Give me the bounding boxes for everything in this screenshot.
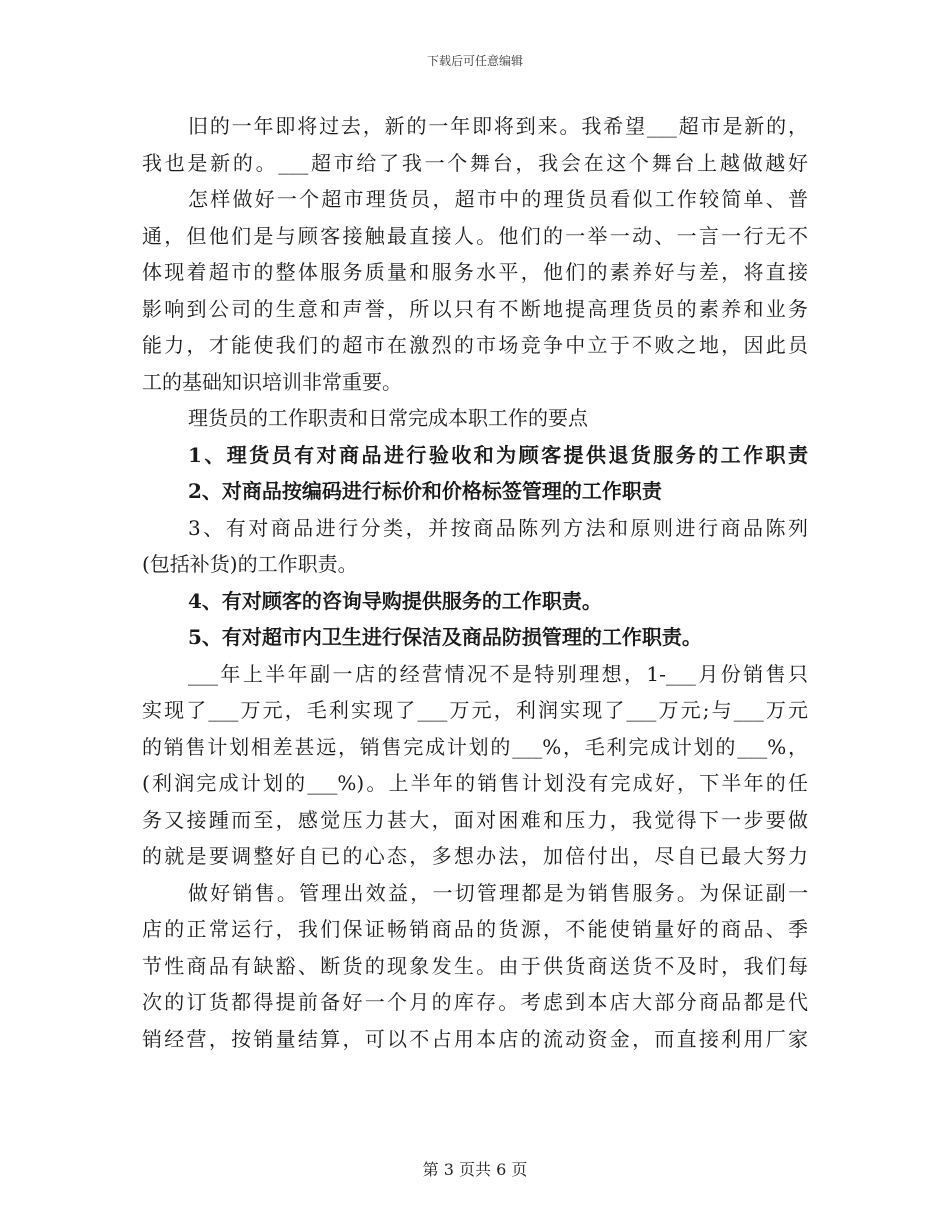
text-line: 做好销售。管理出效益，一切管理都是为销售服务。为保证副一 xyxy=(188,880,808,905)
text-line: 体现着超市的整体服务质量和服务水平，他们的素养好与差，将直接 xyxy=(142,260,808,284)
text-line: 工的基础知识培训非常重要。 xyxy=(142,369,402,394)
text-line: 影响到公司的生意和声誉，所以只有不断地提高理货员的素养和业务 xyxy=(142,296,808,321)
text-line: 理货员的工作职责和日常完成本职工作的要点 xyxy=(188,406,588,430)
text-line: 4、有对顾客的咨询导购提供服务的工作职责。 xyxy=(188,588,602,613)
text-line: 店的正常运行，我们保证畅销商品的货源，不能使销量好的商品、季 xyxy=(142,917,808,941)
text-line: 我也是新的。___超市给了我一个舞台，我会在这个舞台上越做越好 xyxy=(142,150,808,175)
text-line: 2、对商品按编码进行标价和价格标签管理的工作职责 xyxy=(188,479,662,503)
page-header: 下载后可任意编辑 xyxy=(426,54,523,68)
text-line: ___年上半年副一店的经营情况不是特别理想，1-___月份销售只 xyxy=(188,661,808,686)
page-footer: 第 3 页共 6 页 xyxy=(422,1160,528,1179)
text-line: 旧的一年即将过去，新的一年即将到来。我希望___超市是新的， xyxy=(188,114,808,138)
text-line: 实现了___万元，毛利实现了___万元，利润实现了___万元;与___万元 xyxy=(142,698,808,722)
text-line: 能力，才能使我们的超市在激烈的市场竞争中立于不败之地，因此员 xyxy=(142,333,808,357)
text-line: 的销售计划相差甚远，销售完成计划的___%，毛利完成计划的___%， xyxy=(142,734,808,759)
text-line: 1、理货员有对商品进行验收和为顾客提供退货服务的工作职责 xyxy=(188,442,808,467)
text-line: (利润完成计划的___%)。上半年的销售计划没有完成好，下半年的任 xyxy=(142,771,808,795)
text-line: 节性商品有缺豁、断货的现象发生。由于供货商送货不及时，我们每 xyxy=(142,953,808,978)
text-line: 通，但他们是与顾客接触最直接人。他们的一举一动、一言一行无不 xyxy=(142,223,808,248)
text-line: 3、有对商品进行分类，并按商品陈列方法和原则进行商品陈列 xyxy=(188,515,808,540)
text-line: 务又接踵而至，感觉压力甚大，面对困难和压力，我觉得下一步要做 xyxy=(142,807,808,832)
text-line: 次的订货都得提前备好一个月的库存。考虑到本店大部分商品都是代 xyxy=(142,990,808,1014)
text-line: 怎样做好一个超市理货员，超市中的理货员看似工作较简单、普 xyxy=(188,187,808,211)
text-line: 5、有对超市内卫生进行保洁及商品防损管理的工作职责。 xyxy=(188,625,702,649)
document-body xyxy=(142,108,808,1057)
text-line: 销经营，按销量结算，可以不占用本店的流动资金，而直接利用厂家 xyxy=(142,1026,808,1051)
text-line: 的就是要调整好自已的心态，多想办法，加倍付出，尽自已最大努力 xyxy=(142,844,808,868)
text-line: (包括补货)的工作职责。 xyxy=(142,552,358,576)
